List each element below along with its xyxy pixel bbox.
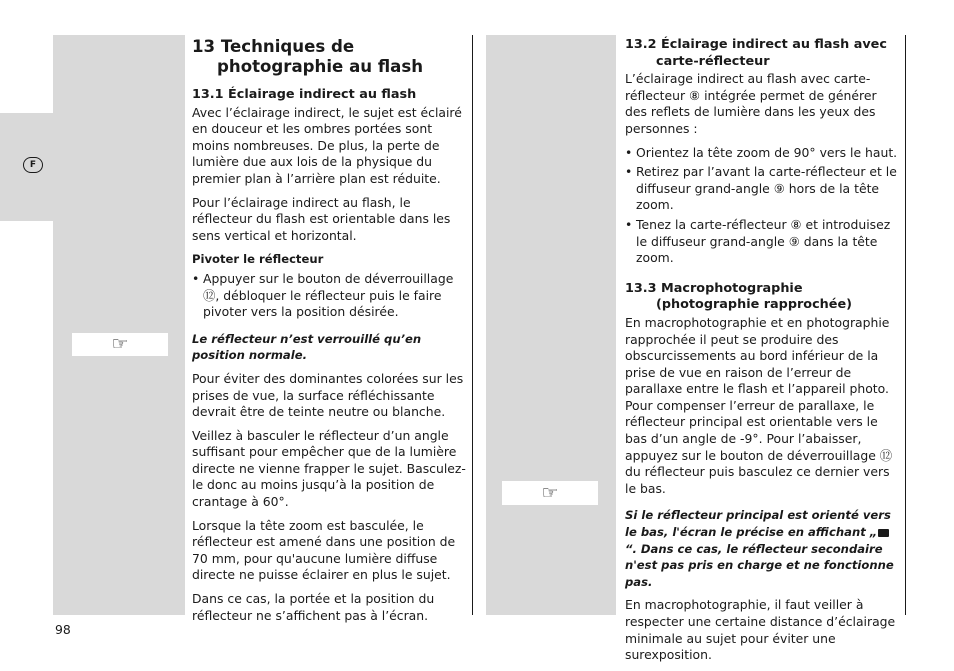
section-heading-13-2: 13.2 Éclairage indirect au flash avec carte-réflecteur	[625, 37, 887, 69]
bullet-list	[625, 145, 901, 267]
paragraph: L’éclairage indirect au flash avec carte-réflecteur ⑧ intégrée permet de générer des reflets de lumière dans les yeux des personnes :	[625, 71, 877, 136]
hint-box-right	[502, 481, 598, 505]
pointing-hand-icon: ☞	[111, 333, 129, 355]
column-divider-right	[905, 35, 906, 615]
macro-display-icon	[878, 529, 889, 537]
note-text	[625, 507, 901, 590]
right-column	[625, 37, 901, 671]
list-item: • Retirez par l’avant la carte-réflecteur et le diffuseur grand-angle ⑨ hors de la tête zoom.	[625, 164, 901, 214]
paragraph: Pour éviter des dominantes colorées sur les prises de vue, la surface réfléchissante devrait être de teinte neutre ou blanche.	[192, 370, 464, 420]
section-heading-13-3: 13.3 Macrophotographie (photographie rapprochée)	[625, 280, 852, 313]
chapter-title: 13 Techniques de photographie au flash	[192, 37, 424, 76]
subheading-pivot: Pivoter le réflecteur	[192, 252, 324, 267]
note-text-part: “. Dans ce cas, le réflecteur secondaire n'est pas pris en charge et ne fonctionne pas.	[625, 541, 894, 589]
bullet-list	[192, 271, 468, 321]
list-item: • Tenez la carte-réflecteur ⑧ et introduisez le diffuseur grand-angle ⑨ dans la tête zoom.	[625, 217, 901, 267]
left-column	[192, 37, 468, 631]
language-tab: F	[23, 157, 43, 173]
hint-box-left	[72, 333, 168, 356]
pointing-hand-icon: ☞	[541, 481, 559, 504]
column-divider-left	[472, 35, 473, 615]
paragraph: Dans ce cas, la portée et la position du réflecteur ne s’affichent pas à l’écran.	[192, 591, 435, 623]
left-margin-band	[53, 35, 185, 615]
paragraph: Veillez à basculer le réflecteur d’un angle suffisant pour empêcher que de la lumière directe ne vienne frapper le sujet. Basculez-le donc au moins jusqu’à la position de crantage à 60°.	[192, 427, 466, 510]
paragraph: En macrophotographie, il faut veiller à respecter une certaine distance d’éclairage minimale au sujet pour éviter une surexposition.	[625, 597, 896, 663]
section-heading-13-1: 13.1 Éclairage indirect au flash	[192, 87, 417, 102]
page-number: 98	[55, 622, 71, 637]
right-margin-band	[486, 35, 616, 615]
list-item: • Orientez la tête zoom de 90° vers le haut.	[625, 145, 901, 162]
paragraph: Avec l’éclairage indirect, le sujet est éclairé en douceur et les ombres portées sont moins nombreuses. De plus, la perte de lumière due aux lois de la physique du premier plan à l’arrière plan est réduite.	[192, 104, 462, 186]
paragraph: Pour l’éclairage indirect au flash, le réflecteur du flash est orientable dans les sens vertical et horizontal.	[192, 194, 451, 243]
note-text-part: Si le réflecteur principal est orienté vers le bas, l'écran le précise en affichant „	[625, 508, 891, 540]
note-text: Le réflecteur n’est verrouillé qu’en position normale.	[192, 331, 422, 363]
paragraph: Lorsque la tête zoom est basculée, le réflecteur est amené dans une position de 70 mm, pour qu'aucune lumière diffuse directe ne puisse éclairer en plus le sujet.	[192, 517, 456, 583]
paragraph: En macrophotographie et en photographie rapprochée il peut se produire des obscurcissements au bord inférieur de la prise de vue en raison de l’erreur de parallaxe entre le flash et l’appareil photo. Pour compenser l’erreur de parallaxe, le réflecteur principal est orientable vers le bas d’un angle de -9°. Pour l’abaisser, appuyez sur le bouton de déverrouillage ⑫ du réflecteur puis basculez ce dernier vers le bas.	[625, 314, 893, 496]
list-item: • Appuyer sur le bouton de déverrouillage ⑫, débloquer le réflecteur puis le faire pivoter vers la position désirée.	[192, 271, 468, 321]
